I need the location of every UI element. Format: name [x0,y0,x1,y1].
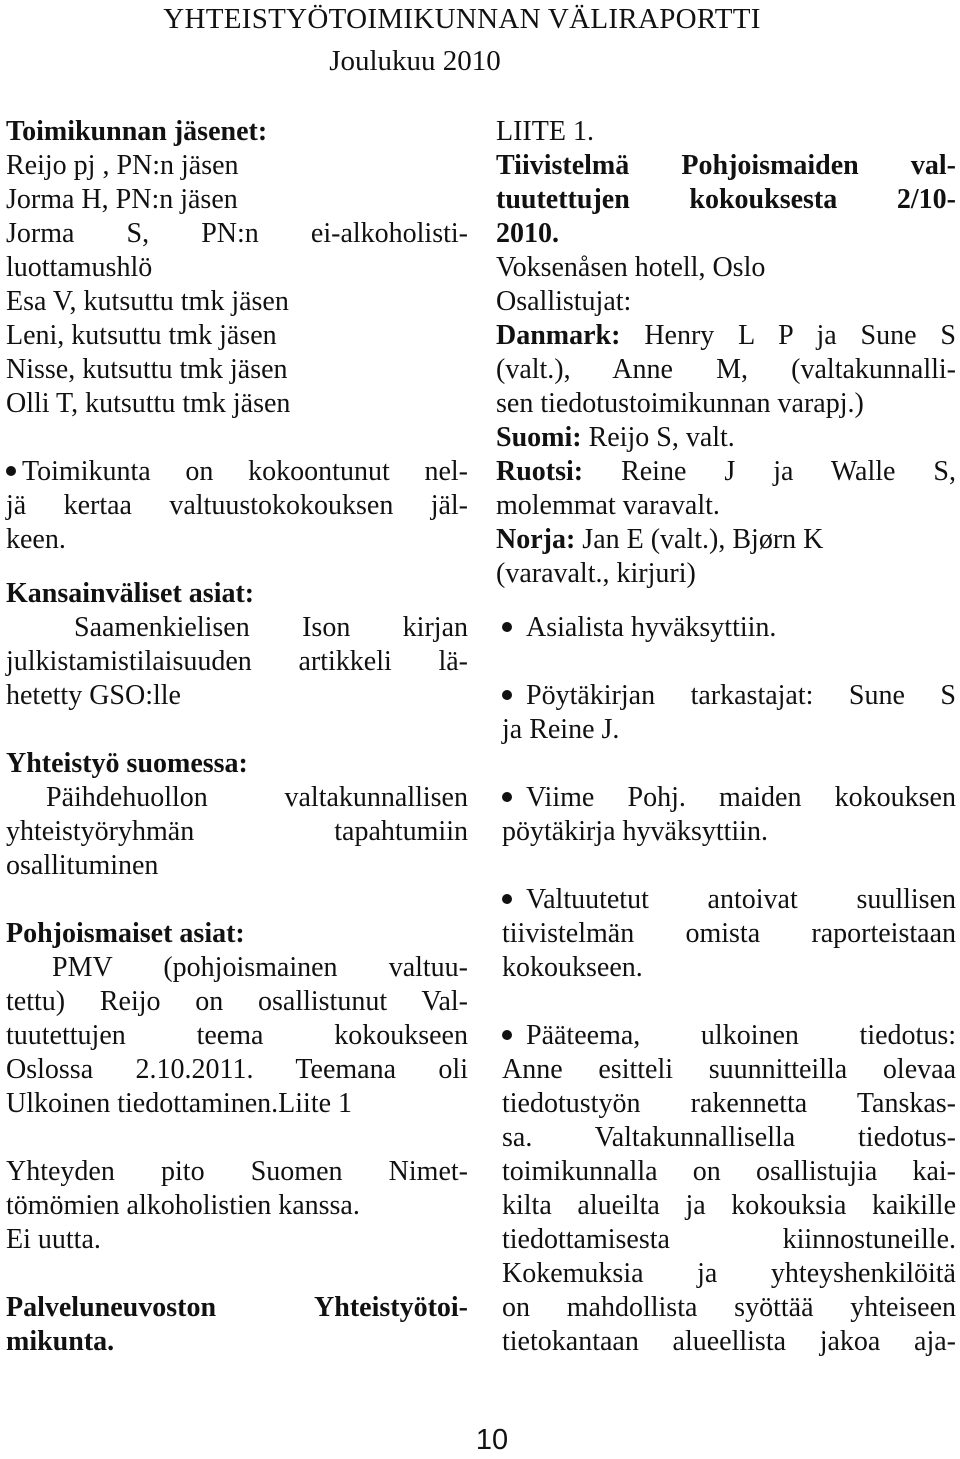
report-title: YHTEISTYÖTOIMIKUNNAN VÄLIRAPORTTI [163,3,761,35]
nordic-line: Oslossa 2.10.2011. Teemana oli [6,1054,468,1085]
bullet-icon [6,466,16,476]
international-line: julkistamistilaisuuden artikkeli lä- [6,646,468,677]
member-line: Olli T, kutsuttu tmk jäsen [6,388,291,419]
summary-title-line: Tiivistelmä Pohjoismaiden val- [496,150,956,181]
report-date: Joulukuu 2010 [329,45,501,77]
finland-line: osallituminen [6,850,159,881]
member-line: Jorma H, PN:n jäsen [6,184,238,215]
left-column [6,115,468,1359]
country-label: Norja: [496,524,576,555]
bullet-item: Viime Pohj. maiden kokouksen pöytäkirja hyväksyttiin. [502,782,956,847]
members-list [6,149,468,421]
participant-sweden: Ruotsi: Reine J ja Walle S, [496,456,956,487]
bullet-icon [502,1030,512,1040]
participant-line: sen tiedotustoimikunnan varapj.) [496,388,864,419]
bullet-icon [502,792,512,802]
bullet-icon [502,690,512,700]
service-council-line: mikunta. [6,1326,115,1357]
participant-finland: Suomi: Reijo S, valt. [496,422,735,453]
member-line: Leni, kutsuttu tmk jäsen [6,320,277,351]
participant-denmark: Danmark: Henry L P ja Sune S [496,320,956,351]
bullet-item: Valtuutetut antoivat suullisen tiivistelmän omista raporteistaan kokoukseen. [502,884,956,983]
nordic-line: Ulkoinen tiedottaminen.Liite 1 [6,1088,353,1119]
member-line: Jorma S, PN:n ei-alkoholisti- [6,218,468,249]
right-column [496,115,956,1359]
international-line: hetetty GSO:lle [6,680,181,711]
nordic-line: tuutettujen teema kokoukseen [6,1020,468,1051]
finland-heading: Yhteistyö suomessa: [6,748,248,779]
member-line: Esa V, kutsuttu tmk jäsen [6,286,289,317]
bullet-icon [502,894,512,904]
member-line: Nisse, kutsuttu tmk jäsen [6,354,288,385]
finland-line: yhteistyöryhmän tapahtumiin [6,816,468,847]
nordic-line: tettu) Reijo on osallistunut Val- [6,986,468,1017]
venue: Voksenåsen hotell, Oslo [496,252,766,283]
participant-line: molemmat varavalt. [496,490,720,521]
summary-title-line: 2010. [496,218,559,249]
nordic-heading: Pohjoismaiset asiat: [6,918,245,949]
meetings-line: Toimikunta on kokoontunut nel- [22,456,468,487]
page-number: 10 [475,1424,509,1456]
country-label: Ruotsi: [496,456,584,487]
service-council-line: Palveluneuvoston Yhteistyötoi- [6,1292,468,1323]
international-line: Saamenkielisen Ison kirjan [74,612,468,643]
finland-line: Päihdehuollon valtakunnallisen [46,782,468,813]
member-line: luottamushlö [6,252,153,283]
contact-line: Ei uutta. [6,1224,101,1255]
bullet-item: Asialista hyväksyttiin. [496,611,956,645]
participant-line: (varavalt., kirjuri) [496,558,696,589]
bullet-item: Pöytäkirjan tarkastajat: Sune S ja Reine J. [502,680,956,745]
appendix-label: LIITE 1. [496,116,594,147]
member-line: Reijo pj , PN:n jäsen [6,150,239,181]
nordic-line: PMV (pohjoismainen valtuu- [52,952,468,983]
participant-line: (valt.), Anne M, (valtakunnalli- [496,354,956,385]
meetings-line: keen. [6,524,66,555]
international-heading: Kansainväliset asiat: [6,578,255,609]
country-label: Suomi: [496,422,582,453]
bullet-item: Pääteema, ulkoinen tiedotus: Anne esitteli suunnitteilla olevaa tiedotustyön rakennetta Tanskas- sa. Valtakunnallisella tiedotus- toimikunnalla on osallistujia kai- kilta alueilta ja kokouksia kaikille tiedottamisesta kiinnostuneille. Kokemuksia ja yhteyshenkilöitä on mahdollista syöttää yhteiseen tietokantaan alueellista jakoa aja- [502,1020,956,1357]
country-label: Danmark: [496,320,621,351]
participant-norway: Norja: Jan E (valt.), Bjørn K [496,524,824,555]
contact-line: tömömien alkoholistien kanssa. [6,1190,360,1221]
meetings-line: jä kertaa valtuustokokouksen jäl- [6,490,468,521]
bullet-icon [502,622,512,632]
members-heading: Toimikunnan jäsenet: [6,116,268,147]
participants-label: Osallistujat: [496,286,632,317]
meetings-paragraph [6,455,468,557]
summary-title-line: tuutettujen kokouksesta 2/10- [496,184,956,215]
contact-line: Yhteyden pito Suomen Nimet- [6,1156,468,1187]
